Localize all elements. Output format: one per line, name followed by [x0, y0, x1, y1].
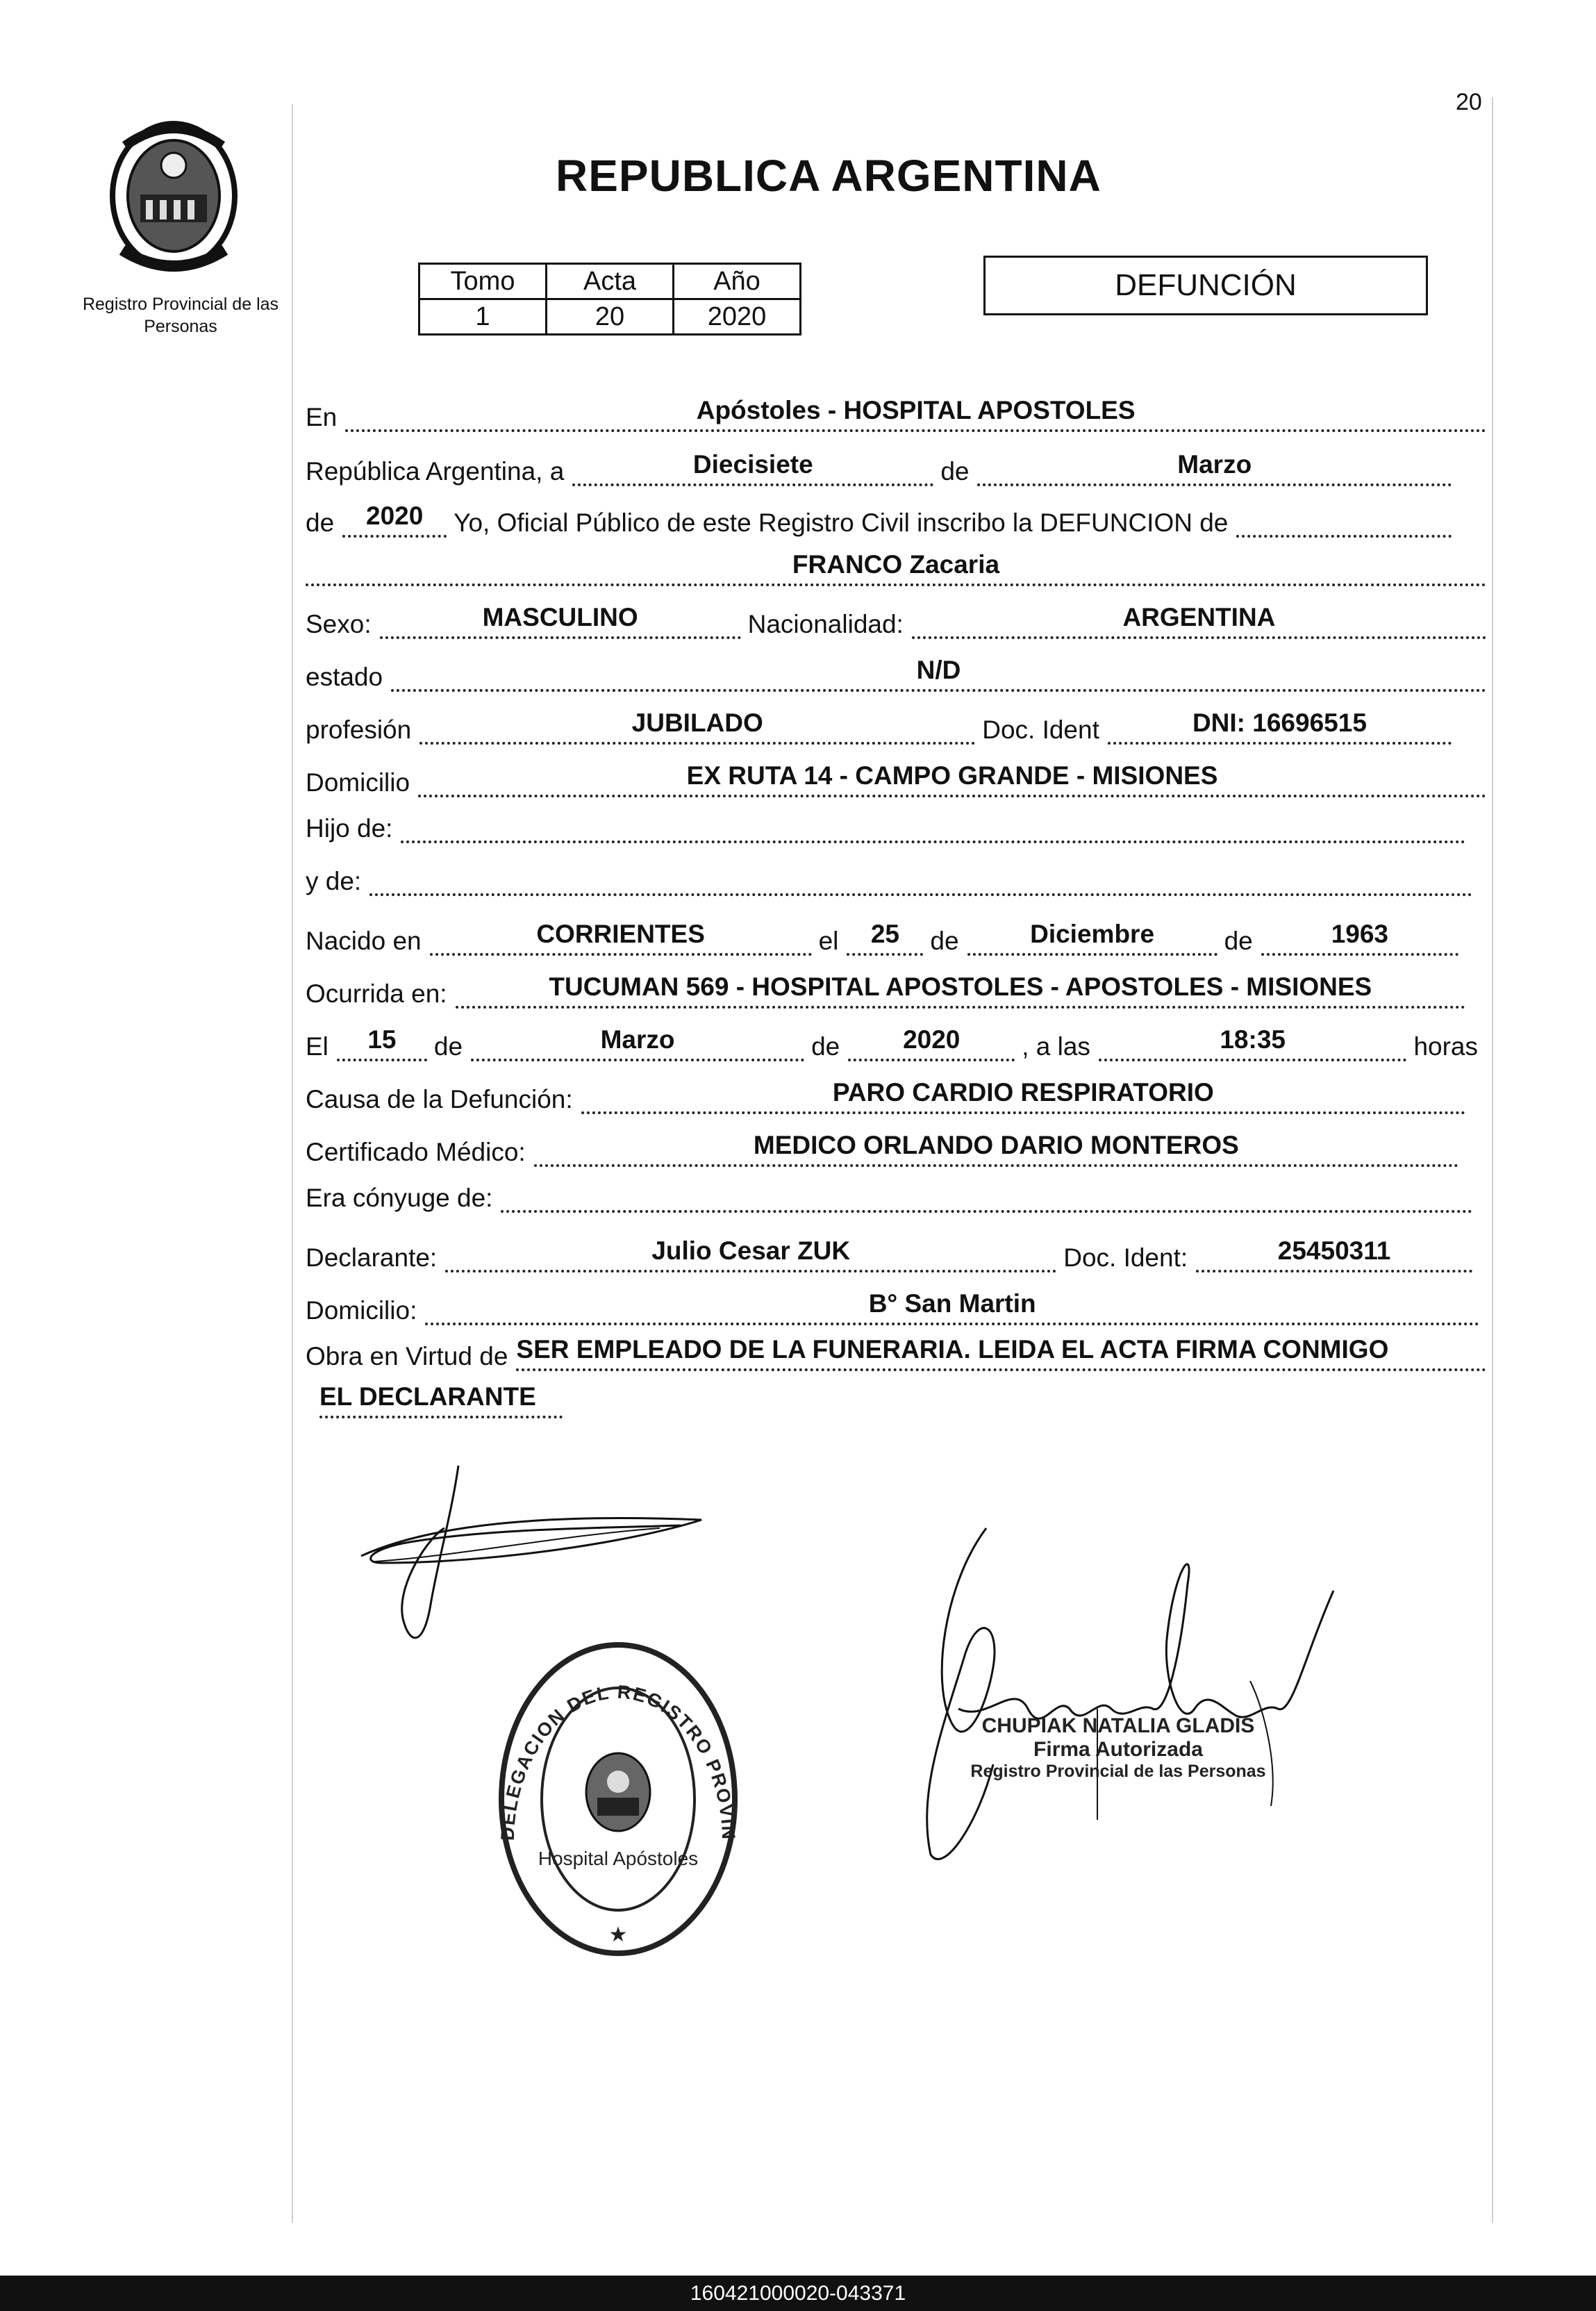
row-nombre — [306, 550, 1493, 586]
nac-anio-field: 1963 — [1261, 920, 1458, 956]
def-dia-field: 15 — [337, 1025, 427, 1061]
document-type-box: DEFUNCIÓN — [983, 256, 1428, 315]
a-las-label: , a las — [1022, 1032, 1090, 1061]
volume-table — [418, 263, 801, 336]
def-hora-field: 18:35 — [1099, 1025, 1407, 1061]
registry-label: Registro Provincial de las Personas — [82, 295, 279, 336]
conyuge-label: Era cónyuge de: — [306, 1184, 493, 1212]
de-label-3: de — [930, 927, 959, 955]
hijo-label: Hijo de: — [306, 814, 393, 843]
de-label-1: de — [940, 457, 970, 486]
nacionalidad-field: ARGENTINA — [912, 603, 1486, 639]
svg-text:DELEGACION DEL REGISTRO PROVIN: DELEGACION DEL REGISTRO PROVIN — [497, 1681, 740, 1841]
declarante-label: Declarante: — [306, 1243, 438, 1272]
profesion-label: profesión — [306, 715, 412, 744]
profesion-field: JUBILADO — [419, 709, 975, 745]
estado-label: estado — [306, 663, 383, 691]
row-sexo — [306, 603, 1493, 639]
hijo-field — [401, 836, 1465, 843]
row-domicilio — [306, 761, 1493, 797]
svg-text:Hospital Apóstoles: Hospital Apóstoles — [538, 1848, 699, 1869]
row-y-de — [306, 867, 1479, 896]
footer-code: 160421000020-043371 — [0, 2276, 1596, 2311]
authorized-signatory-block — [951, 1714, 1285, 1782]
oficial-text: Yo, Oficial Público de este Registro Civil inscribo la DEFUNCION de — [454, 508, 1229, 537]
estado-field: N/D — [391, 656, 1486, 692]
doc-ident-field: DNI: 16696515 — [1108, 709, 1452, 745]
row-obra — [306, 1335, 1493, 1371]
en-label: En — [306, 403, 338, 431]
el2-label: El — [306, 1032, 329, 1061]
de-label-6: de — [811, 1032, 840, 1061]
declarante-doc-field: 25450311 — [1196, 1236, 1472, 1273]
row-hijo — [306, 814, 1472, 843]
row-nacido — [306, 920, 1465, 956]
mes-registro-field: Marzo — [977, 450, 1452, 486]
horas-label: horas — [1413, 1032, 1478, 1061]
provincial-seal-logo — [104, 118, 243, 278]
signatory-name: CHUPIAK NATALIA GLADIS — [981, 1714, 1255, 1737]
nombre-field: FRANCO Zacaria — [306, 550, 1486, 586]
ocurrida-en-field: TUCUMAN 569 - HOSPITAL APOSTOLES - APOSTOLES - MISIONES — [456, 972, 1465, 1009]
anio-registro-field: 2020 — [342, 502, 447, 538]
de-label-2: de — [306, 508, 335, 537]
causa-label: Causa de la Defunción: — [306, 1085, 573, 1113]
row-profesion — [306, 709, 1458, 745]
row-fecha-registro — [306, 450, 1458, 486]
nacionalidad-label: Nacionalidad: — [747, 610, 904, 638]
anio-value: 2020 — [674, 299, 801, 335]
obra-label: Obra en Virtud de — [306, 1342, 508, 1370]
certificado-label: Certificado Médico: — [306, 1138, 526, 1166]
y-de-field — [369, 889, 1472, 896]
lugar-field: Apóstoles - HOSPITAL APOSTOLES — [345, 396, 1486, 432]
y-de-label: y de: — [306, 867, 362, 895]
tomo-header: Tomo — [419, 264, 547, 299]
def-mes-field: Marzo — [471, 1025, 804, 1061]
causa-field: PARO CARDIO RESPIRATORIO — [581, 1078, 1465, 1114]
row-causa — [306, 1078, 1472, 1114]
def-anio-field: 2020 — [848, 1025, 1015, 1061]
authorized-signature — [889, 1500, 1361, 1889]
republica-label: República Argentina, a — [306, 457, 565, 486]
domicilio2-label: Domicilio: — [306, 1296, 417, 1325]
nac-mes-field: Diciembre — [967, 920, 1217, 956]
delegation-stamp — [486, 1632, 750, 1966]
anio-header: Año — [674, 264, 801, 299]
row-certificado — [306, 1131, 1465, 1167]
page-title: REPUBLICA ARGENTINA — [556, 151, 1102, 201]
nacido-label: Nacido en — [306, 927, 422, 955]
doc-ident-label: Doc. Ident — [982, 715, 1099, 744]
row-ocurrida — [306, 972, 1472, 1009]
sexo-label: Sexo: — [306, 610, 372, 638]
dia-registro-field: Diecisiete — [572, 450, 933, 486]
tomo-value: 1 — [419, 299, 547, 335]
row-conyuge — [306, 1184, 1479, 1213]
ocurrida-label: Ocurrida en: — [306, 979, 447, 1008]
signatory-role: Firma Autorizada — [1033, 1738, 1203, 1761]
scan-margin-left — [292, 104, 293, 2223]
acta-value: 20 — [547, 299, 674, 335]
row-obra-2 — [319, 1382, 570, 1418]
doc-ident2-label: Doc. Ident: — [1063, 1243, 1188, 1272]
domicilio-field: EX RUTA 14 - CAMPO GRANDE - MISIONES — [418, 761, 1486, 797]
domicilio-label: Domicilio — [306, 768, 410, 797]
el-label: el — [818, 927, 839, 955]
signatory-office: Registro Provincial de las Personas — [970, 1762, 1266, 1781]
oficial-trailing-line — [1236, 531, 1452, 538]
declarant-signature — [354, 1459, 715, 1660]
declarante-field: Julio Cesar ZUK — [445, 1236, 1056, 1273]
row-fecha-defuncion — [306, 1025, 1486, 1061]
row-oficial — [306, 502, 1458, 538]
row-domicilio-declarante — [306, 1289, 1486, 1325]
obra-line1-field: SER EMPLEADO DE LA FUNERARIA. LEIDA EL ACTA FIRMA CONMIGO — [516, 1335, 1486, 1371]
de-label-4: de — [1224, 927, 1253, 955]
nacido-en-field: CORRIENTES — [430, 920, 812, 956]
row-estado — [306, 656, 1493, 692]
certificado-field: MEDICO ORLANDO DARIO MONTEROS — [534, 1131, 1458, 1167]
conyuge-field — [501, 1206, 1472, 1213]
page-number: 20 — [1456, 89, 1482, 115]
de-label-5: de — [433, 1032, 463, 1061]
row-lugar — [306, 396, 1493, 432]
obra-line2-field: EL DECLARANTE — [319, 1382, 563, 1418]
declarante-domicilio-field: B° San Martin — [425, 1289, 1479, 1325]
sexo-field: MASCULINO — [380, 603, 741, 639]
row-declarante — [306, 1236, 1479, 1273]
nac-dia-field: 25 — [847, 920, 923, 956]
svg-text:★: ★ — [608, 1923, 628, 1947]
acta-header: Acta — [547, 264, 674, 299]
